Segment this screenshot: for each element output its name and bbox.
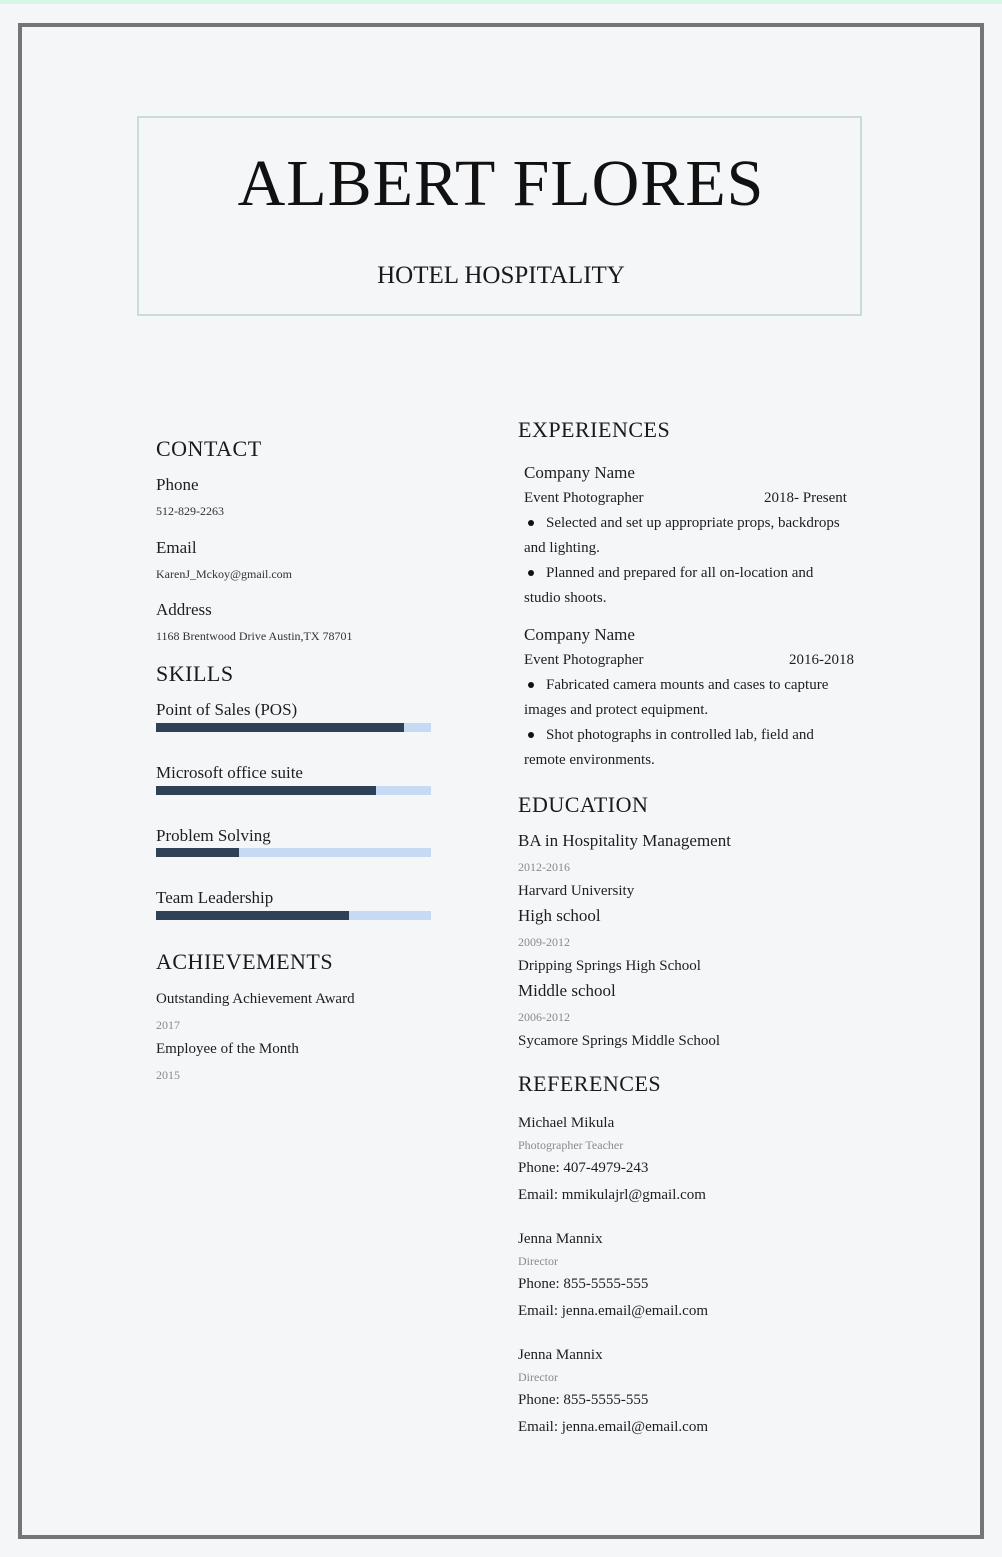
education-school: Harvard University <box>518 883 635 899</box>
experience-company: Company Name <box>524 463 635 482</box>
skills-heading: SKILLS <box>156 661 234 686</box>
bullet-icon <box>528 570 534 576</box>
achievement-year: 2017 <box>156 1018 180 1032</box>
skill-name: Problem Solving <box>156 826 271 845</box>
skill-name: Team Leadership <box>156 888 274 907</box>
bullet-text: Selected and set up appropriate props, backdrops and lighting. <box>524 515 840 556</box>
skill-bar-fill <box>156 848 239 857</box>
achievement-name: Outstanding Achievement Award <box>156 991 355 1007</box>
reference-email: Email: jenna.email@email.com <box>518 1419 708 1435</box>
achievement-name: Employee of the Month <box>156 1041 299 1057</box>
email-label: Email <box>156 538 197 557</box>
top-strip <box>0 0 1002 4</box>
address-value: 1168 Brentwood Drive Austin,TX 78701 <box>156 629 353 643</box>
reference-role: Photographer Teacher <box>518 1138 624 1152</box>
bullet-icon <box>528 682 534 688</box>
reference-email: Email: mmikulajrl@gmail.com <box>518 1187 706 1203</box>
phone-label: Phone <box>156 475 199 494</box>
education-degree: High school <box>518 906 601 925</box>
education-years: 2009-2012 <box>518 935 570 949</box>
reference-name: Jenna Mannix <box>518 1231 603 1247</box>
reference-phone: Phone: 407-4979-243 <box>518 1160 649 1176</box>
skill-bar-track <box>156 723 431 732</box>
reference-name: Jenna Mannix <box>518 1347 603 1363</box>
experience-bullet <box>524 673 844 723</box>
experiences-heading: EXPERIENCES <box>518 417 671 442</box>
skill-bar-track <box>156 911 431 920</box>
education-school: Dripping Springs High School <box>518 958 701 974</box>
education-years: 2012-2016 <box>518 860 570 874</box>
reference-role: Director <box>518 1370 558 1384</box>
candidate-name: ALBERT FLORES <box>237 147 765 220</box>
experience-bullet <box>524 511 844 561</box>
skill-bar-fill <box>156 786 376 795</box>
skill-name: Point of Sales (POS) <box>156 700 298 719</box>
experience-company: Company Name <box>524 625 635 644</box>
experience-dates: 2018- Present <box>764 490 847 506</box>
bullet-text: Fabricated camera mounts and cases to capture images and protect equipment. <box>524 677 829 718</box>
experience-position: Event Photographer <box>524 490 644 506</box>
experience-bullet <box>524 561 844 611</box>
skill-bar-track <box>156 786 431 795</box>
experience-bullet <box>524 723 844 773</box>
education-heading: EDUCATION <box>518 792 649 817</box>
contact-heading: CONTACT <box>156 436 262 461</box>
achievements-heading: ACHIEVEMENTS <box>156 949 334 974</box>
references-heading: REFERENCES <box>518 1071 662 1096</box>
bullet-text: Shot photographs in controlled lab, field and remote environments. <box>524 727 814 768</box>
reference-phone: Phone: 855-5555-555 <box>518 1392 649 1408</box>
bullet-icon <box>528 732 534 738</box>
experience-position: Event Photographer <box>524 652 644 668</box>
bullet-text: Planned and prepared for all on-location and studio shoots. <box>524 565 814 606</box>
achievement-year: 2015 <box>156 1068 180 1082</box>
email-value: KarenJ_Mckoy@gmail.com <box>156 567 293 581</box>
reference-role: Director <box>518 1254 558 1268</box>
education-years: 2006-2012 <box>518 1010 570 1024</box>
education-degree: Middle school <box>518 981 616 1000</box>
candidate-role: HOTEL HOSPITALITY <box>377 262 625 289</box>
bullet-icon <box>528 520 534 526</box>
phone-value: 512-829-2263 <box>156 504 224 518</box>
education-degree: BA in Hospitality Management <box>518 831 731 850</box>
experience-dates: 2016-2018 <box>789 652 854 668</box>
reference-phone: Phone: 855-5555-555 <box>518 1276 649 1292</box>
skill-bar-fill <box>156 723 404 732</box>
skill-bar-fill <box>156 911 349 920</box>
skill-bar-track <box>156 848 431 857</box>
skill-name: Microsoft office suite <box>156 763 303 782</box>
reference-email: Email: jenna.email@email.com <box>518 1303 708 1319</box>
address-label: Address <box>156 600 212 619</box>
reference-name: Michael Mikula <box>518 1115 615 1131</box>
education-school: Sycamore Springs Middle School <box>518 1033 721 1049</box>
